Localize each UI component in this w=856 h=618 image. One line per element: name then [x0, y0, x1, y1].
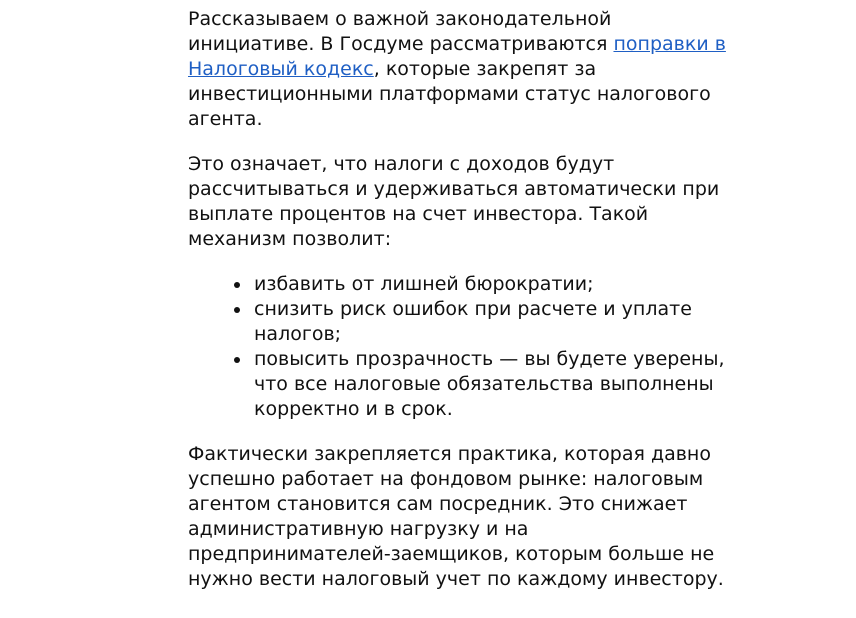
intro-paragraph — [188, 7, 728, 132]
bullet-icon — [234, 357, 240, 363]
conclusion-paragraph: Фактически закрепляется практика, которая давно успешно работает на фондовом рынке: налоговым агентом становится сам посредник. Это снижает административную нагрузку и на предпринимателей-заемщиков, которым больше не нужно вести налоговый учет по каждому инвестору. — [188, 443, 724, 590]
list-item-text: снизить риск ошибок при расчете и уплате налогов; — [254, 298, 692, 345]
tax-code-amendments-link[interactable]: поправки в Налоговый кодекс — [188, 33, 726, 80]
list-item-text: избавить от лишней бюрократии; — [254, 273, 594, 295]
list-item — [254, 272, 728, 297]
list-item-text: повысить прозрачность — вы будете уверены, что все налоговые обязательства выполнены корректно и в срок. — [254, 348, 725, 420]
article-body — [188, 7, 728, 612]
meaning-paragraph: Это означает, что налоги с доходов будут рассчитываться и удерживаться автоматически при выплате процентов на счет инвестора. Такой механизм позволит: — [188, 153, 720, 250]
list-item — [254, 347, 728, 422]
benefits-list — [188, 272, 728, 422]
intro-text-continued: , которые закрепят за инвестиционными платформами статус налогового агента. — [188, 58, 711, 130]
bullet-icon — [234, 282, 240, 288]
bullet-icon — [234, 307, 240, 313]
list-item — [254, 297, 728, 347]
intro-text: Рассказываем о важной законодательной инициативе. В Госдуме рассматриваются — [188, 8, 614, 55]
